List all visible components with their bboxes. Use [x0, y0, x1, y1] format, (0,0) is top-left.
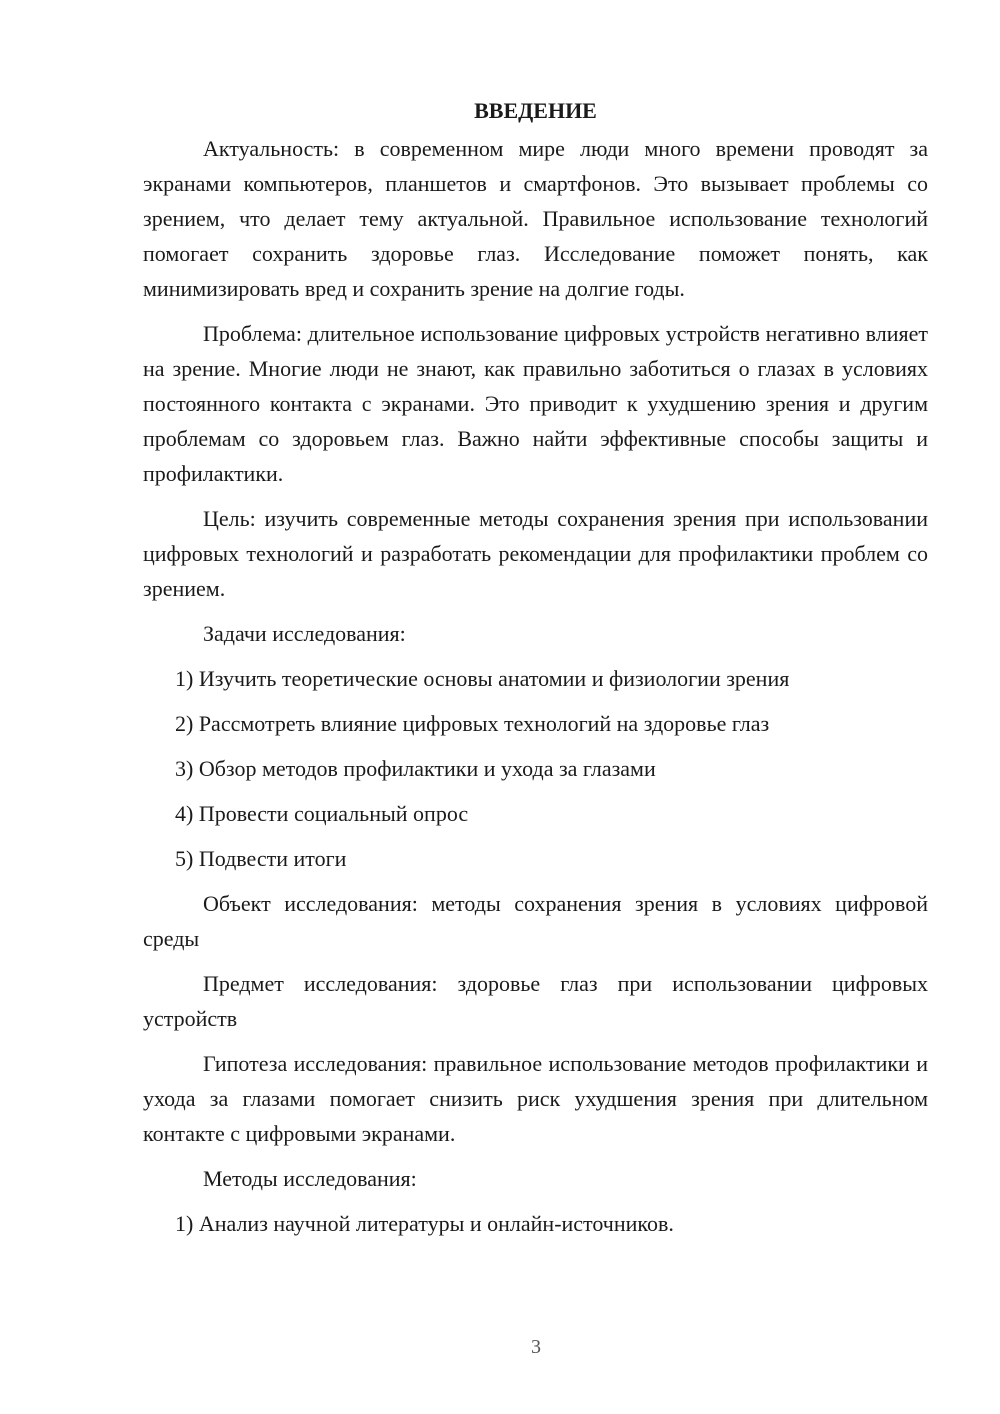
relevance-paragraph: Актуальность: в современном мире люди много времени проводят за экранами компьютеров, планшетов и смартфонов. Это вызывает проблемы со зрением, что делает тему актуальной. Правильное использование технологий помогает сохранить здоровье глаз. Исследование поможет понять, как минимизировать вред и сохранить зрение на долгие годы. [143, 136, 928, 301]
task-item: 5) Подвести итоги [175, 846, 347, 871]
page-number: 3 [531, 1336, 541, 1358]
problem-paragraph: Проблема: длительное использование цифровых устройств негативно влияет на зрение. Многие люди не знают, как правильно заботиться о глазах в условиях постоянного контакта с экранами. Это приводит к ухудшению зрения и другим проблемам со здоровьем глаз. Важно найти эффективные способы защиты и профилактики. [143, 321, 928, 486]
document-page [143, 94, 928, 1251]
tasks-title: Задачи исследования: [203, 621, 406, 646]
subject-paragraph: Предмет исследования: здоровье глаз при использовании цифровых устройств [143, 971, 928, 1031]
task-item: 4) Провести социальный опрос [175, 801, 469, 826]
hypothesis-paragraph: Гипотеза исследования: правильное использование методов профилактики и ухода за глазами помогает снизить риск ухудшения зрения при длительном контакте с цифровыми экранами. [143, 1051, 928, 1146]
object-paragraph: Объект исследования: методы сохранения зрения в условиях цифровой среды [143, 891, 928, 951]
task-item: 3) Обзор методов профилактики и ухода за глазами [175, 756, 656, 781]
task-item: 1) Изучить теоретические основы анатомии и физиологии зрения [175, 666, 790, 691]
section-heading: ВВЕДЕНИЕ [474, 98, 597, 123]
methods-title: Методы исследования: [203, 1166, 417, 1191]
method-item: 1) Анализ научной литературы и онлайн-источников. [175, 1211, 674, 1236]
goal-paragraph: Цель: изучить современные методы сохранения зрения при использовании цифровых технологий и разработать рекомендации для профилактики проблем со зрением. [143, 506, 928, 601]
task-item: 2) Рассмотреть влияние цифровых технологий на здоровье глаз [175, 711, 770, 736]
